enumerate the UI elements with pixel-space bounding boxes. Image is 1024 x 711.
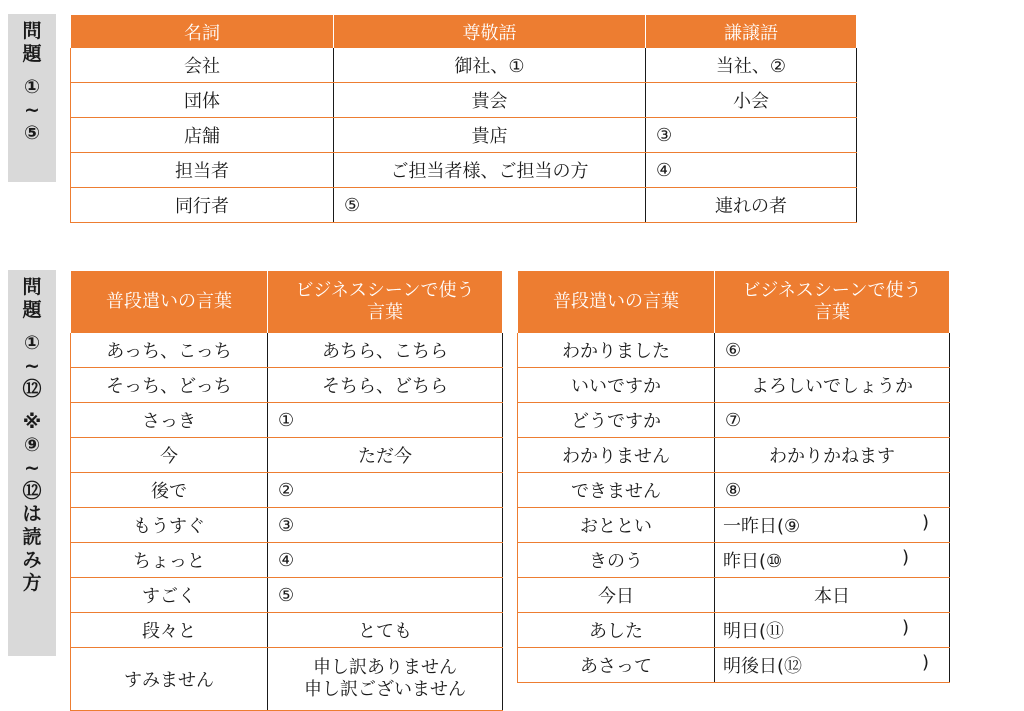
sidebar-char: ~ — [24, 99, 40, 121]
table-row — [518, 403, 950, 438]
table-row — [71, 473, 503, 508]
table-row — [71, 613, 503, 648]
table-row — [71, 648, 503, 711]
sidebar-char: 問 — [22, 20, 42, 42]
table-row — [71, 438, 503, 473]
cell: すごく — [71, 578, 268, 613]
reading-blank: 一昨日(⑨ ) — [715, 508, 950, 543]
header-humble: 謙譲語 — [646, 15, 857, 49]
sidebar-char: 方 — [22, 572, 42, 594]
business-words-table-left — [70, 270, 503, 711]
answer-blank: ② — [268, 473, 503, 508]
business-words-table-right — [517, 270, 950, 683]
cell: 後で — [71, 473, 268, 508]
cell: あさって — [518, 648, 715, 683]
answer-blank: ③ — [646, 118, 857, 153]
table-row — [518, 613, 950, 648]
table-row — [518, 508, 950, 543]
table-row — [71, 333, 503, 368]
answer-blank: ① — [268, 403, 503, 438]
cell: いいですか — [518, 368, 715, 403]
table-row — [71, 188, 857, 223]
cell: ただ今 — [268, 438, 503, 473]
cell: あちら、こちら — [268, 333, 503, 368]
table-header-row — [71, 15, 857, 49]
reading-blank: 昨日(⑩ ) — [715, 543, 950, 578]
cell: わかりません — [518, 438, 715, 473]
table-row — [71, 368, 503, 403]
table-row — [518, 438, 950, 473]
header-noun: 名詞 — [71, 15, 334, 49]
sidebar-char: ⑫ — [22, 480, 42, 502]
answer-blank: ⑤ — [268, 578, 503, 613]
cell: さっき — [71, 403, 268, 438]
cell: 今日 — [518, 578, 715, 613]
header-business: ビジネスシーンで使う 言葉 — [715, 271, 950, 334]
table-row — [518, 543, 950, 578]
table-row — [71, 118, 857, 153]
cell: そっち、どっち — [71, 368, 268, 403]
problem-label-2 — [8, 270, 56, 656]
sidebar-char: ※ — [22, 411, 42, 433]
table-row — [71, 153, 857, 188]
sidebar-char: ① — [23, 76, 41, 98]
table-row — [518, 648, 950, 683]
sidebar-char: ⑤ — [23, 122, 41, 144]
cell: 貴会 — [334, 83, 646, 118]
cell: できません — [518, 473, 715, 508]
sidebar-char: 題 — [22, 43, 42, 65]
table-row — [71, 403, 503, 438]
cell: わかりました — [518, 333, 715, 368]
honorific-table — [70, 14, 857, 223]
answer-blank: ⑦ — [715, 403, 950, 438]
header-everyday: 普段遣いの言葉 — [518, 271, 715, 334]
table-row — [518, 473, 950, 508]
cell: おととい — [518, 508, 715, 543]
header-respectful: 尊敬語 — [334, 15, 646, 49]
reading-blank: 明日(⑪ ) — [715, 613, 950, 648]
cell: もうすぐ — [71, 508, 268, 543]
sidebar-char: ① — [23, 332, 41, 354]
cell: 連れの者 — [646, 188, 857, 223]
cell: あっち、こっち — [71, 333, 268, 368]
sidebar-char: ~ — [24, 355, 40, 377]
cell: よろしいでしょうか — [715, 368, 950, 403]
answer-blank: ⑧ — [715, 473, 950, 508]
table-row — [518, 578, 950, 613]
cell: わかりかねます — [715, 438, 950, 473]
cell: きのう — [518, 543, 715, 578]
answer-blank: ④ — [646, 153, 857, 188]
sidebar-char: ⑨ — [23, 434, 41, 456]
cell: 貴店 — [334, 118, 646, 153]
cell: あした — [518, 613, 715, 648]
reading-blank: 明後日(⑫ ) — [715, 648, 950, 683]
cell: 申し訳ありません 申し訳ございません — [268, 648, 503, 711]
table-header-row — [518, 271, 950, 334]
cell: 小会 — [646, 83, 857, 118]
table-row — [71, 48, 857, 83]
table-row — [71, 543, 503, 578]
sidebar-char: は — [22, 503, 42, 525]
answer-blank: ⑥ — [715, 333, 950, 368]
sidebar-char: 題 — [22, 299, 42, 321]
table-row — [71, 508, 503, 543]
header-everyday: 普段遣いの言葉 — [71, 271, 268, 334]
cell: 当社、② — [646, 48, 857, 83]
table-row — [71, 578, 503, 613]
cell: 御社、① — [334, 48, 646, 83]
table-row — [71, 83, 857, 118]
sidebar-char: み — [22, 549, 42, 571]
sidebar-char: ⑫ — [22, 378, 42, 400]
table-header-row — [71, 271, 503, 334]
cell: 今 — [71, 438, 268, 473]
sidebar-char: 読 — [22, 526, 42, 548]
cell: 店舗 — [71, 118, 334, 153]
answer-blank: ④ — [268, 543, 503, 578]
answer-blank: ⑤ — [334, 188, 646, 223]
cell: 会社 — [71, 48, 334, 83]
cell: そちら、どちら — [268, 368, 503, 403]
answer-blank: ③ — [268, 508, 503, 543]
cell: とても — [268, 613, 503, 648]
cell: 団体 — [71, 83, 334, 118]
cell: 同行者 — [71, 188, 334, 223]
table-row — [518, 333, 950, 368]
sidebar-char: ~ — [24, 457, 40, 479]
cell: 段々と — [71, 613, 268, 648]
cell: 本日 — [715, 578, 950, 613]
cell: 担当者 — [71, 153, 334, 188]
problem-label-1 — [8, 14, 56, 182]
cell: ちょっと — [71, 543, 268, 578]
table-row — [518, 368, 950, 403]
sidebar-char: 問 — [22, 276, 42, 298]
cell: どうですか — [518, 403, 715, 438]
cell: すみません — [71, 648, 268, 711]
header-business: ビジネスシーンで使う 言葉 — [268, 271, 503, 334]
cell: ご担当者様、ご担当の方 — [334, 153, 646, 188]
